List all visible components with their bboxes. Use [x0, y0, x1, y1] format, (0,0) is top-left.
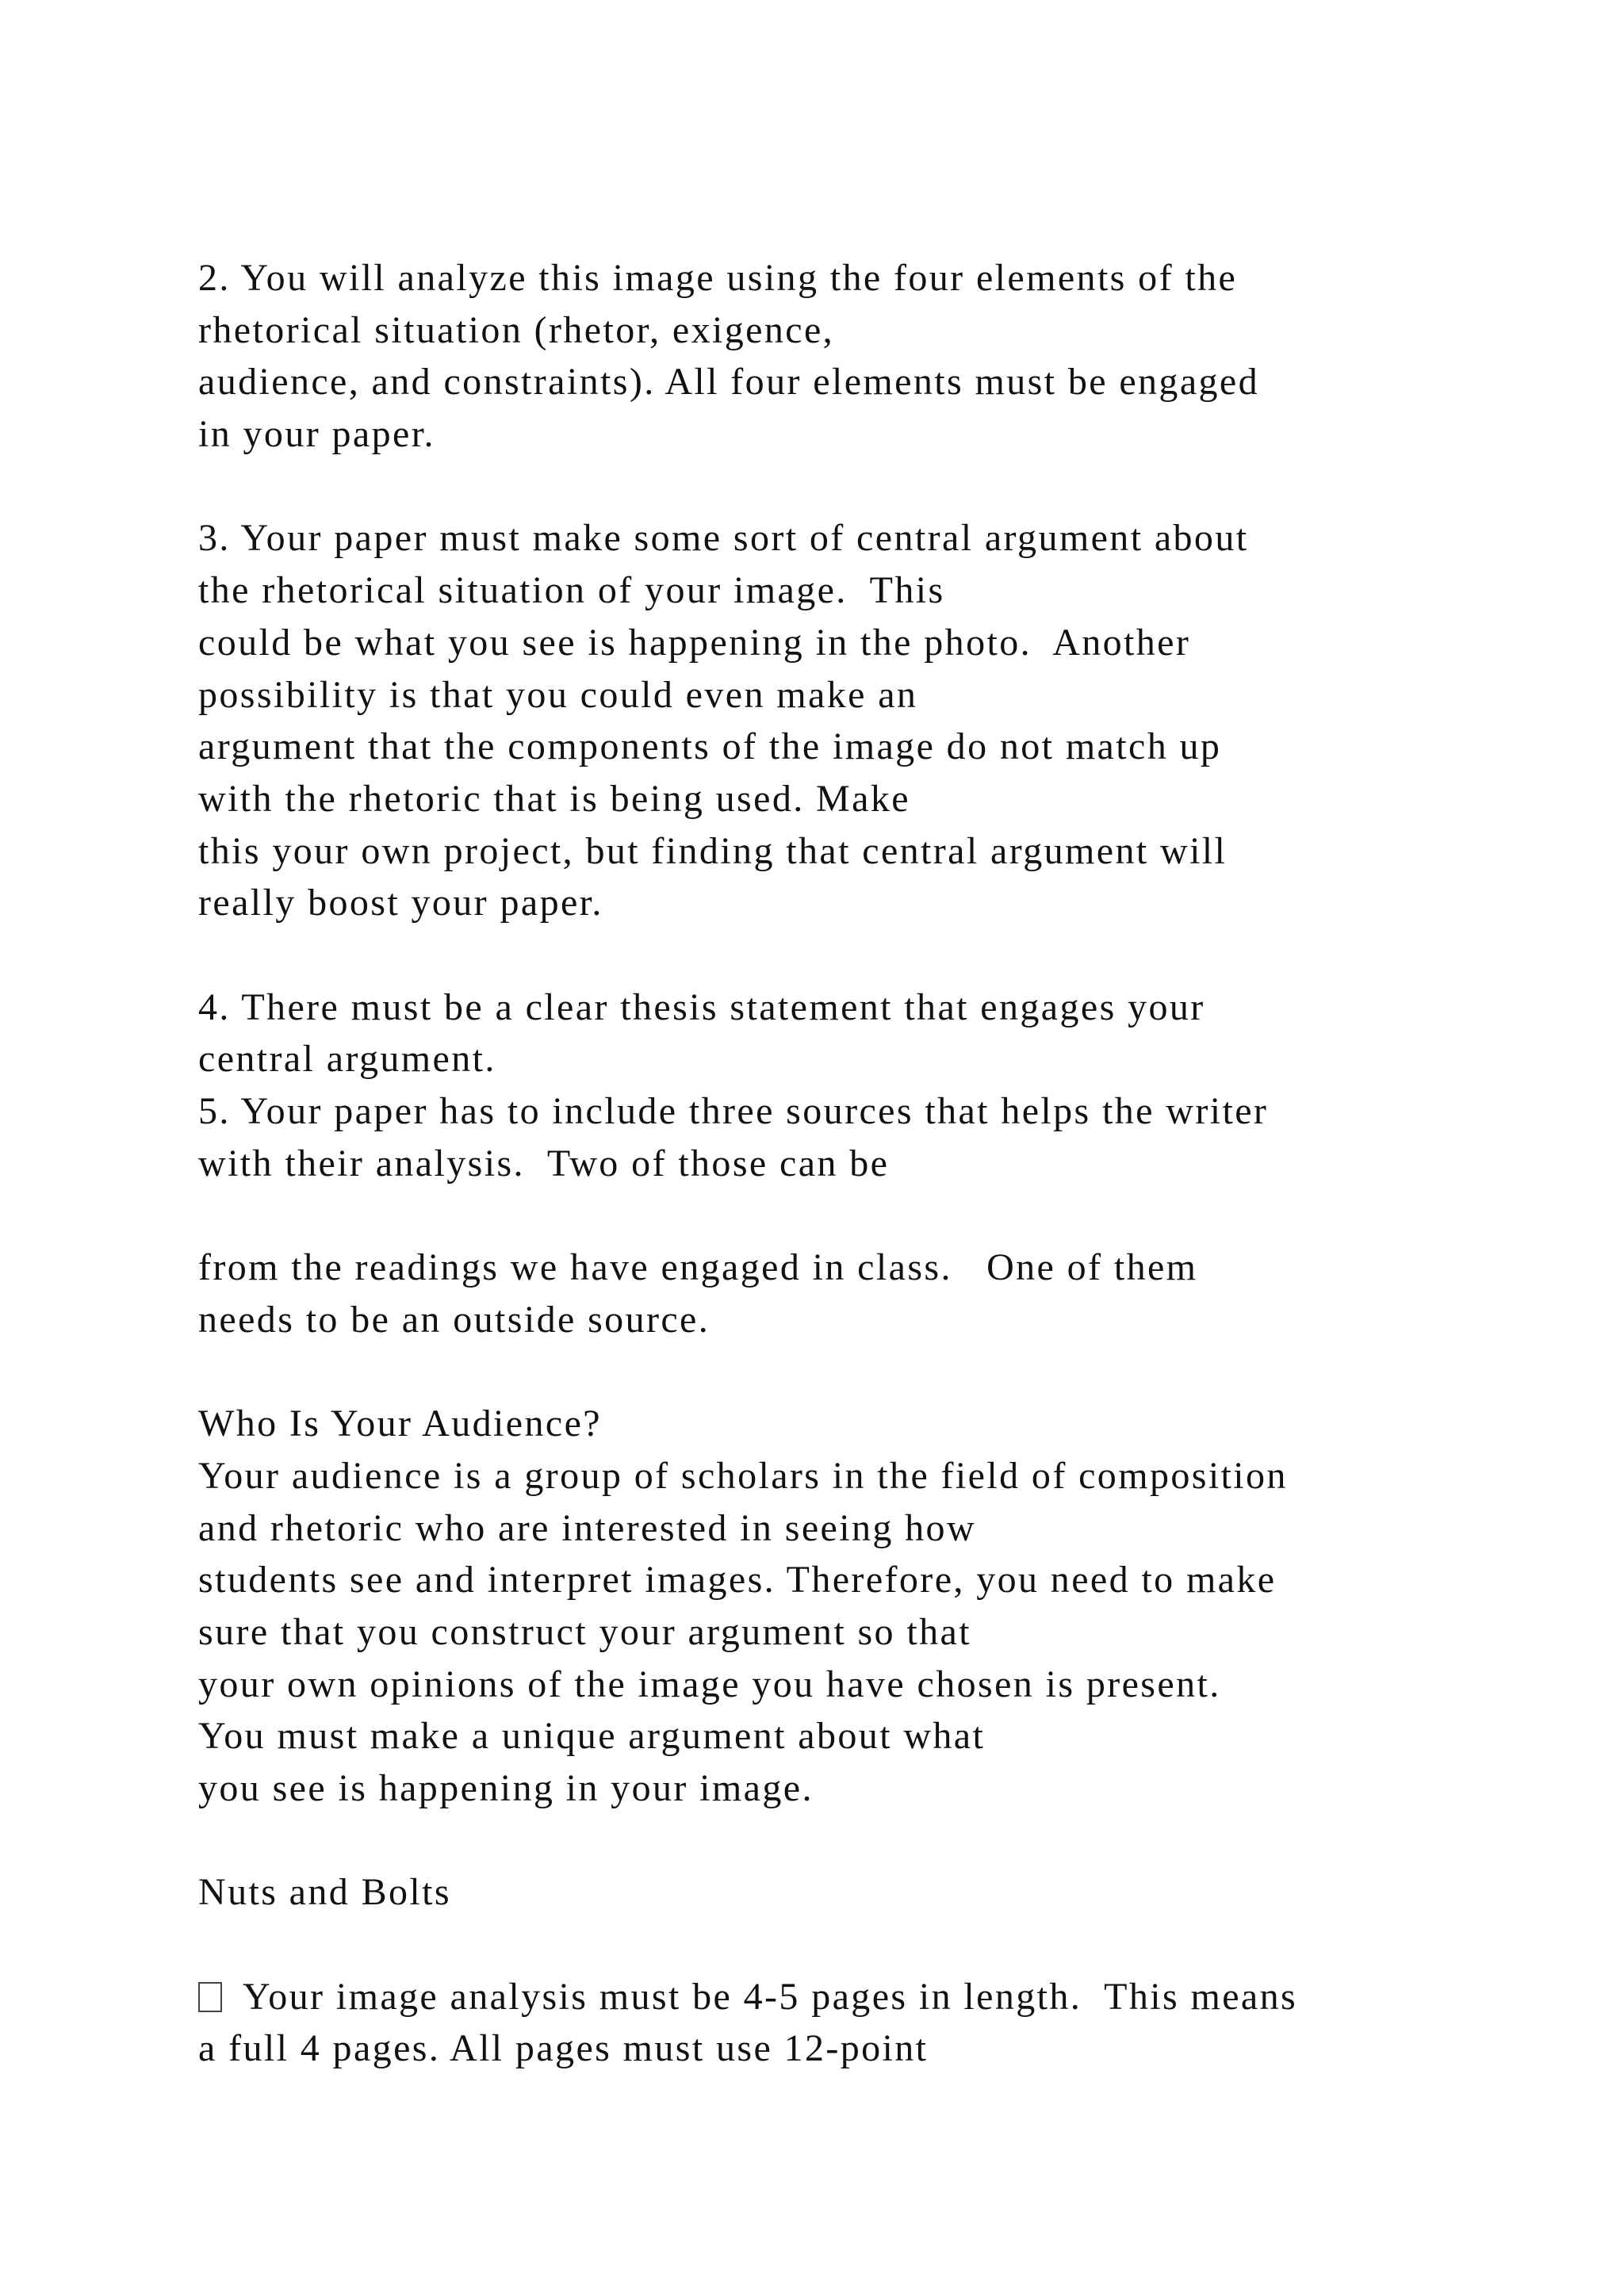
section-heading-audience: Who Is Your Audience?	[198, 1402, 603, 1445]
text-line: with their analysis. Two of those can be	[198, 1142, 890, 1184]
text-line: sure that you construct your argument so that	[198, 1610, 971, 1653]
text-line: and rhetoric who are interested in seeing how	[198, 1506, 977, 1549]
text-line: 2. You will analyze this image using the four elements of the	[198, 257, 1238, 299]
bullet-text: Your image analysis must be 4-5 pages in length. This means	[243, 1975, 1298, 2018]
text-line: a full 4 pages. All pages must use 12-point	[198, 2027, 929, 2070]
blank-line	[198, 461, 1546, 513]
blank-line	[198, 1919, 1546, 1971]
blank-line	[198, 1815, 1546, 1867]
text-line: really boost your paper.	[198, 882, 603, 924]
text-line: 4. There must be a clear thesis statement that engages your	[198, 985, 1205, 1028]
text-line: Your audience is a group of scholars in the field of composition	[198, 1454, 1288, 1497]
text-line: 3. Your paper must make some sort of central argument about	[198, 517, 1249, 560]
text-line: possibility is that you could even make an	[198, 673, 918, 716]
text-line: rhetorical situation (rhetor, exigence,	[198, 308, 835, 351]
blank-line	[198, 929, 1546, 982]
text-line: needs to be an outside source.	[198, 1298, 710, 1341]
bullet-item	[198, 1971, 1546, 2023]
text-line: argument that the components of the image do not match up	[198, 725, 1222, 768]
text-line: central argument.	[198, 1038, 496, 1081]
blank-line	[198, 1345, 1546, 1398]
text-line: in your paper.	[198, 413, 435, 456]
text-line: audience, and constraints). All four elements must be engaged	[198, 361, 1260, 404]
text-line: with the rhetoric that is being used. Make	[198, 777, 910, 820]
text-line: you see is happening in your image.	[198, 1766, 814, 1809]
text-line: 5. Your paper has to include three sources that helps the writer	[198, 1090, 1269, 1132]
text-line: could be what you see is happening in the photo. Another	[198, 621, 1191, 664]
text-line: from the readings we have engaged in class. One of them	[198, 1246, 1198, 1289]
text-line: this your own project, but finding that central argument will	[198, 829, 1228, 872]
text-line: your own opinions of the image you have chosen is present.	[198, 1663, 1221, 1705]
section-heading-nuts-and-bolts: Nuts and Bolts	[198, 1871, 451, 1914]
blank-line	[198, 1189, 1546, 1242]
text-line: You must make a unique argument about what	[198, 1715, 986, 1758]
document-body	[198, 252, 1546, 2075]
text-line: students see and interpret images. Therefore, you need to make	[198, 1559, 1277, 1601]
missing-glyph-bullet-icon	[198, 1982, 222, 2012]
text-line: the rhetorical situation of your image. This	[198, 569, 945, 612]
